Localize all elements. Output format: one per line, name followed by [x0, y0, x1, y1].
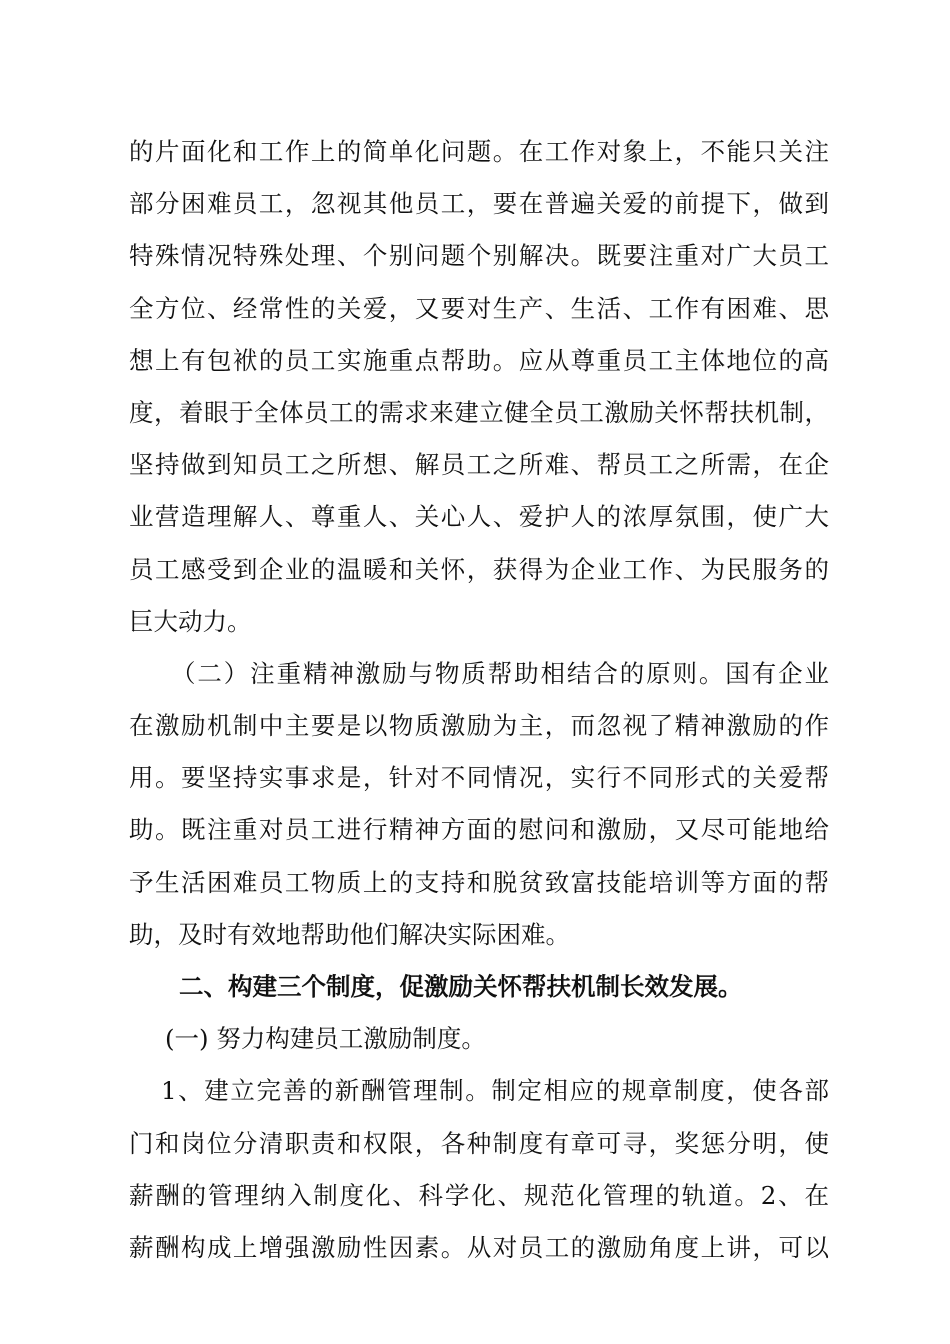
text-line: 予生活困难员工物质上的支持和脱贫致富技能培训等方面的帮	[129, 867, 829, 897]
text-line: 门和岗位分清职责和权限，各种制度有章可寻，奖惩分明，使	[129, 1128, 829, 1158]
text-line: 薪酬构成上增强激励性因素。从对员工的激励角度上讲，可以	[129, 1232, 829, 1262]
text-line: 的片面化和工作上的简单化问题。在工作对象上，不能只关注	[129, 137, 829, 166]
text-line: 部分困难员工，忽视其他员工，要在普遍关爱的前提下，做到	[129, 189, 829, 219]
text-line: 1、建立完善的新酬管理制。制定相应的规章制度，使各部	[161, 1076, 829, 1106]
text-line: 坚持做到知员工之所想、解员工之所难、帮员工之所需，在企	[129, 450, 829, 480]
text-line: 业营造理解人、尊重人、关心人、爱护人的浓厚氛围，使广大	[129, 502, 829, 532]
paragraph-1	[129, 126, 829, 648]
text-line: 全方位、经常性的关爱，又要对生产、生活、工作有困难、思	[129, 293, 829, 323]
subsection-heading: (一) 努力构建员工激励制度。	[165, 1024, 486, 1054]
text-line: 特殊情况特殊处理、个别问题个别解决。既要注重对广大员工	[129, 241, 829, 271]
text-line: 用。要坚持实事求是，针对不同情况，实行不同形式的关爱帮	[129, 763, 829, 793]
text-line: 巨大动力。	[129, 606, 252, 636]
text-line: 薪酬的管理纳入制度化、科学化、规范化管理的轨道。2、在	[129, 1180, 829, 1210]
text-line: 在激励机制中主要是以物质激励为主，而忽视了精神激励的作	[129, 711, 829, 741]
paragraph-3	[129, 1065, 829, 1274]
text-line: 度，着眼于全体员工的需求来建立健全员工激励关怀帮扶机制，	[129, 397, 829, 427]
text-line: 员工感受到企业的温暖和关怀，获得为企业工作、为民服务的	[129, 554, 829, 584]
paragraph-2	[129, 648, 829, 961]
section-heading: 二、构建三个制度，促激励关怀帮扶机制长效发展。	[179, 972, 743, 1001]
text-line: 助。既注重对员工进行精神方面的慰问和激励，又尽可能地给	[129, 815, 829, 845]
text-line: 想上有包袱的员工实施重点帮助。应从尊重员工主体地位的高	[129, 345, 829, 375]
body-text	[129, 126, 829, 1274]
text-line: （二）注重精神激励与物质帮助相结合的原则。国有企业	[171, 658, 829, 688]
text-line: 助，及时有效地帮助他们解决实际困难。	[129, 919, 570, 949]
